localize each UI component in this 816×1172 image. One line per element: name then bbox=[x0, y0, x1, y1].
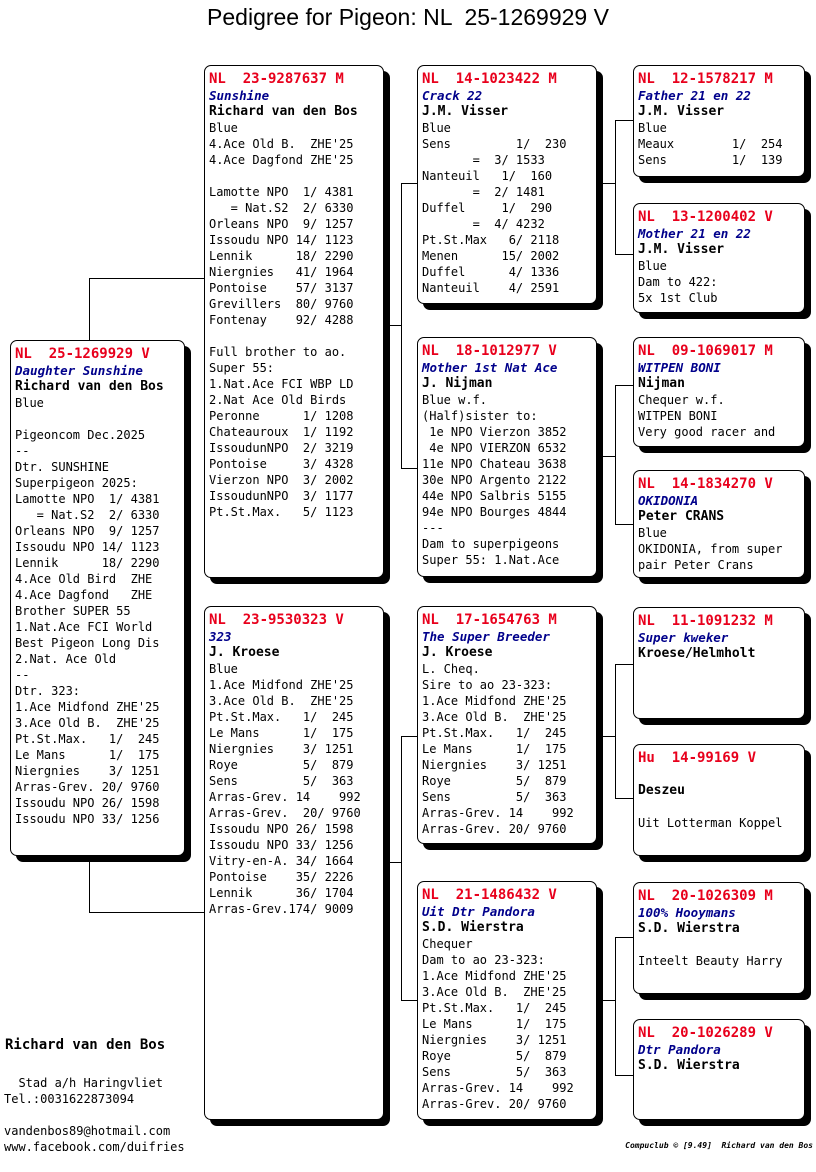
connector-line bbox=[401, 183, 402, 468]
ring-number: NL 23-9287637 M bbox=[209, 71, 344, 87]
detail-line: Pt.St.Max. 1/ 245 bbox=[422, 726, 567, 740]
detail-line: Dtr. SUNSHINE bbox=[15, 460, 109, 474]
ring-number: NL 11-1091232 M bbox=[638, 613, 773, 629]
detail-line: Uit Lotterman Koppel bbox=[638, 816, 783, 830]
detail-line: 1.Ace Midfond ZHE'25 bbox=[15, 700, 160, 714]
footer-email[interactable]: vandenbos89@hotmail.com bbox=[4, 1124, 171, 1138]
pigeon-card-main[interactable] bbox=[10, 340, 185, 856]
owner-name: S.D. Wierstra bbox=[422, 920, 524, 935]
pigeon-name: Crack 22 bbox=[422, 88, 483, 103]
detail-line: Pontoise 3/ 4328 bbox=[209, 457, 354, 471]
owner-name: J. Nijman bbox=[422, 376, 493, 391]
connector-line bbox=[89, 856, 90, 912]
owner-name: Kroese/Helmholt bbox=[638, 646, 756, 661]
connector-line bbox=[597, 183, 615, 184]
detail-line: Niergnies 3/ 1251 bbox=[422, 758, 567, 772]
detail-line: -- bbox=[15, 444, 30, 458]
detail-line: 1.Ace Midfond ZHE'25 bbox=[209, 678, 354, 692]
detail-line: Lamotte NPO 1/ 4381 bbox=[209, 185, 354, 199]
detail-line: Arras-Grev.174/ 9009 bbox=[209, 902, 354, 916]
connector-line bbox=[615, 524, 633, 525]
detail-line: Duffel 4/ 1336 bbox=[422, 265, 560, 279]
detail-line: Orleans NPO 9/ 1257 bbox=[209, 217, 354, 231]
detail-line: Blue bbox=[209, 121, 238, 135]
detail-line: 4.Ace Dagfond ZHE'25 bbox=[209, 153, 354, 167]
detail-line: Vierzon NPO 3/ 2002 bbox=[209, 473, 354, 487]
detail-line: 3.Ace Old B. ZHE'25 bbox=[15, 716, 160, 730]
detail-line: Inteelt Beauty Harry bbox=[638, 954, 783, 968]
detail-line: Le Mans 1/ 175 bbox=[15, 748, 160, 762]
detail-line: 1e NPO Vierzon 3852 bbox=[422, 425, 567, 439]
ring-number: Hu 14-99169 V bbox=[638, 750, 757, 766]
detail-line: Roye 5/ 879 bbox=[422, 774, 567, 788]
connector-line bbox=[597, 736, 615, 737]
connector-line bbox=[615, 937, 633, 938]
connector-line bbox=[615, 120, 616, 254]
owner-name: S.D. Wierstra bbox=[638, 921, 740, 936]
detail-line: Full brother to ao. bbox=[209, 345, 347, 359]
spacer bbox=[209, 168, 379, 184]
detail-line: 4e NPO VIERZON 6532 bbox=[422, 441, 567, 455]
detail-line: Duffel 1/ 290 bbox=[422, 201, 553, 215]
footer-phone: Tel.:0031622873094 bbox=[4, 1092, 135, 1106]
detail-line: Sens 5/ 363 bbox=[209, 774, 354, 788]
detail-line: Dam to ao 23-323: bbox=[422, 953, 545, 967]
detail-line: Pt.St.Max. 1/ 245 bbox=[15, 732, 160, 746]
detail-line: IssoudunNPO 2/ 3219 bbox=[209, 441, 354, 455]
spacer bbox=[15, 411, 180, 427]
detail-line: Blue bbox=[638, 259, 667, 273]
ring-number: NL 23-9530323 V bbox=[209, 612, 344, 628]
footer-owner: Richard van den Bos bbox=[5, 1037, 166, 1053]
detail-line: Chequer bbox=[422, 937, 473, 951]
detail-line: Blue bbox=[638, 121, 667, 135]
pigeon-name: Super kweker bbox=[638, 630, 729, 645]
detail-line: WITPEN BONI bbox=[638, 409, 718, 423]
connector-line bbox=[615, 120, 633, 121]
detail-line: Sire to ao 23-323: bbox=[422, 678, 553, 692]
detail-line: Nanteuil 4/ 2591 bbox=[422, 281, 560, 295]
detail-line: Sens 1/ 230 bbox=[422, 137, 567, 151]
detail-line: = Nat.S2 2/ 6330 bbox=[15, 508, 160, 522]
owner-name: Richard van den Bos bbox=[15, 379, 164, 394]
ring-number: NL 21-1486432 V bbox=[422, 887, 557, 903]
connector-line bbox=[597, 1000, 615, 1001]
pigeon-name: 100% Hooymans bbox=[638, 905, 736, 920]
detail-line: Arras-Grev. 14 992 bbox=[209, 790, 361, 804]
detail-line: Blue bbox=[638, 526, 667, 540]
detail-line: Blue bbox=[209, 662, 238, 676]
pigeon-name: Dtr Pandora bbox=[638, 1042, 721, 1057]
connector-line bbox=[89, 278, 204, 279]
detail-line: Fontenay 92/ 4288 bbox=[209, 313, 354, 327]
detail-line: -- bbox=[15, 668, 30, 682]
pigeon-card-sire-dam[interactable] bbox=[417, 337, 597, 577]
detail-line: Blue bbox=[15, 396, 44, 410]
page-title: Pedigree for Pigeon: NL 25-1269929 V bbox=[207, 4, 609, 30]
detail-line: (Half)sister to: bbox=[422, 409, 538, 423]
pigeon-card-sire-sire[interactable] bbox=[417, 65, 597, 304]
detail-line: Super 55: 1.Nat.Ace bbox=[422, 553, 560, 567]
detail-line: Best Pigeon Long Dis bbox=[15, 636, 160, 650]
detail-line: Arras-Grev. 20/ 9760 bbox=[422, 1097, 567, 1111]
detail-line: Arras-Grev. 20/ 9760 bbox=[422, 822, 567, 836]
detail-line: Lamotte NPO 1/ 4381 bbox=[15, 492, 160, 506]
pigeon-name: Father 21 en 22 bbox=[638, 88, 751, 103]
detail-line: Issoudu NPO 33/ 1256 bbox=[209, 838, 354, 852]
owner-name: Peter CRANS bbox=[638, 509, 725, 524]
detail-line: = 2/ 1481 bbox=[422, 185, 545, 199]
detail-line: Niergnies 3/ 1251 bbox=[422, 1033, 567, 1047]
connector-line bbox=[615, 254, 633, 255]
detail-line: Niergnies 3/ 1251 bbox=[15, 764, 160, 778]
detail-line: Grevillers 80/ 9760 bbox=[209, 297, 354, 311]
owner-name: S.D. Wierstra bbox=[638, 1058, 740, 1073]
connector-line bbox=[401, 468, 417, 469]
copyright: Compuclub © [9.49] Richard van den Bos bbox=[625, 1141, 813, 1150]
detail-line: Niergnies 3/ 1251 bbox=[209, 742, 354, 756]
detail-line: Meaux 1/ 254 bbox=[638, 137, 783, 151]
detail-line: 11e NPO Chateau 3638 bbox=[422, 457, 567, 471]
detail-line: Menen 15/ 2002 bbox=[422, 249, 560, 263]
detail-line: Pigeoncom Dec.2025 bbox=[15, 428, 146, 442]
footer-facebook[interactable]: www.facebook.com/duifries bbox=[4, 1140, 185, 1154]
detail-line: Sens 1/ 139 bbox=[638, 153, 783, 167]
detail-line: Pontoise 35/ 2226 bbox=[209, 870, 354, 884]
ring-number: NL 17-1654763 M bbox=[422, 612, 557, 628]
pigeon-card-sss[interactable] bbox=[633, 65, 805, 177]
ring-number: NL 14-1023422 M bbox=[422, 71, 557, 87]
pigeon-card-dam[interactable] bbox=[204, 606, 384, 1120]
detail-line: Le Mans 1/ 175 bbox=[422, 742, 567, 756]
detail-line: Issoudu NPO 26/ 1598 bbox=[209, 822, 354, 836]
detail-line: 5x 1st Club bbox=[638, 291, 718, 305]
ring-number: NL 20-1026289 V bbox=[638, 1025, 773, 1041]
detail-line: 3.Ace Old B. ZHE'25 bbox=[422, 985, 567, 999]
owner-name: J.M. Visser bbox=[422, 104, 509, 119]
owner-name: Richard van den Bos bbox=[209, 104, 358, 119]
detail-line: Roye 5/ 879 bbox=[422, 1049, 567, 1063]
owner-name: Deszeu bbox=[638, 783, 685, 798]
detail-line: 4.Ace Dagfond ZHE bbox=[15, 588, 153, 602]
connector-line bbox=[89, 278, 90, 340]
connector-line bbox=[384, 325, 401, 326]
pigeon-card-sds[interactable] bbox=[633, 337, 805, 447]
owner-name: J. Kroese bbox=[422, 645, 493, 660]
pigeon-card-dds[interactable] bbox=[633, 882, 805, 994]
detail-line: Arras-Grev. 20/ 9760 bbox=[15, 780, 160, 794]
detail-line: Pt.St.Max. 5/ 1123 bbox=[209, 505, 354, 519]
connector-line bbox=[89, 912, 204, 913]
detail-line: Dtr. 323: bbox=[15, 684, 81, 698]
connector-line bbox=[401, 736, 417, 737]
pigeon-card-dsd[interactable] bbox=[633, 744, 805, 856]
connector-line bbox=[615, 937, 616, 1075]
detail-line: Peronne 1/ 1208 bbox=[209, 409, 354, 423]
owner-name: J. Kroese bbox=[209, 645, 280, 660]
detail-line: Very good racer and bbox=[638, 425, 776, 439]
detail-line: IssoudunNPO 3/ 1177 bbox=[209, 489, 354, 503]
detail-line: 1.Nat.Ace FCI World bbox=[15, 620, 153, 634]
pigeon-name: Uit Dtr Pandora bbox=[422, 904, 535, 919]
detail-line: 94e NPO Bourges 4844 bbox=[422, 505, 567, 519]
detail-line: Nanteuil 1/ 160 bbox=[422, 169, 553, 183]
detail-line: Issoudu NPO 14/ 1123 bbox=[209, 233, 354, 247]
detail-line: Sens 5/ 363 bbox=[422, 790, 567, 804]
detail-line: L. Cheq. bbox=[422, 662, 480, 676]
detail-line: = 3/ 1533 bbox=[422, 153, 545, 167]
spacer bbox=[638, 937, 800, 953]
connector-line bbox=[615, 1075, 633, 1076]
detail-line: Blue bbox=[422, 121, 451, 135]
detail-line: Le Mans 1/ 175 bbox=[422, 1017, 567, 1031]
detail-line: Super 55: bbox=[209, 361, 275, 375]
detail-line: Vitry-en-A. 34/ 1664 bbox=[209, 854, 354, 868]
ring-number: NL 25-1269929 V bbox=[15, 346, 150, 362]
detail-line: = 4/ 4232 bbox=[422, 217, 545, 231]
ring-number: NL 13-1200402 V bbox=[638, 209, 773, 225]
connector-line bbox=[615, 664, 616, 798]
owner-name: J.M. Visser bbox=[638, 242, 725, 257]
connector-line bbox=[615, 798, 633, 799]
pigeon-name: OKIDONIA bbox=[638, 493, 699, 508]
detail-line: Pt.St.Max. 1/ 245 bbox=[209, 710, 354, 724]
pigeon-name: Daughter Sunshine bbox=[15, 363, 143, 378]
owner-name: Nijman bbox=[638, 376, 685, 391]
pigeon-card-sdd[interactable] bbox=[633, 470, 805, 578]
detail-line: Pt.St.Max. 1/ 245 bbox=[422, 1001, 567, 1015]
detail-line: Pontoise 57/ 3137 bbox=[209, 281, 354, 295]
connector-line bbox=[401, 736, 402, 1000]
detail-line: Dam to 422: bbox=[638, 275, 718, 289]
detail-line: Lennik 36/ 1704 bbox=[209, 886, 354, 900]
connector-line bbox=[401, 183, 417, 184]
detail-line: 4.Ace Old Bird ZHE bbox=[15, 572, 153, 586]
pigeon-name: Sunshine bbox=[209, 88, 270, 103]
detail-line: Superpigeon 2025: bbox=[15, 476, 138, 490]
pigeon-name: Mother 21 en 22 bbox=[638, 226, 751, 241]
detail-line: Arras-Grev. 20/ 9760 bbox=[209, 806, 361, 820]
detail-line: 3.Ace Old B. ZHE'25 bbox=[422, 710, 567, 724]
detail-line: 2.Nat Ace Old Birds bbox=[209, 393, 347, 407]
detail-line: Lennik 18/ 2290 bbox=[15, 556, 160, 570]
detail-line: Chateauroux 1/ 1192 bbox=[209, 425, 354, 439]
detail-line: Dam to superpigeons bbox=[422, 537, 560, 551]
detail-line: Pt.St.Max 6/ 2118 bbox=[422, 233, 560, 247]
connector-line bbox=[597, 456, 615, 457]
detail-line: Sens 5/ 363 bbox=[422, 1065, 567, 1079]
detail-line: --- bbox=[422, 521, 444, 535]
detail-line: Issoudu NPO 14/ 1123 bbox=[15, 540, 160, 554]
detail-line: Lennik 18/ 2290 bbox=[209, 249, 354, 263]
detail-line: 1.Ace Midfond ZHE'25 bbox=[422, 694, 567, 708]
detail-line: 44e NPO Salbris 5155 bbox=[422, 489, 567, 503]
connector-line bbox=[384, 862, 401, 863]
detail-line: 4.Ace Old B. ZHE'25 bbox=[209, 137, 354, 151]
spacer bbox=[638, 767, 800, 782]
pigeon-card-dam-sire[interactable] bbox=[417, 606, 597, 844]
detail-line: OKIDONIA, from super bbox=[638, 542, 783, 556]
detail-line: 2.Nat. Ace Old bbox=[15, 652, 117, 666]
ring-number: NL 18-1012977 V bbox=[422, 343, 557, 359]
detail-line: Orleans NPO 9/ 1257 bbox=[15, 524, 160, 538]
spacer bbox=[638, 799, 800, 815]
pigeon-card-dam-dam[interactable] bbox=[417, 881, 597, 1120]
detail-line: Niergnies 41/ 1964 bbox=[209, 265, 354, 279]
ring-number: NL 14-1834270 V bbox=[638, 476, 773, 492]
detail-line: Roye 5/ 879 bbox=[209, 758, 354, 772]
pigeon-name: WITPEN BONI bbox=[638, 360, 721, 375]
detail-line: Arras-Grev. 14 992 bbox=[422, 1081, 574, 1095]
detail-line: Arras-Grev. 14 992 bbox=[422, 806, 574, 820]
spacer bbox=[209, 328, 379, 344]
connector-line bbox=[615, 664, 633, 665]
ring-number: NL 09-1069017 M bbox=[638, 343, 773, 359]
pigeon-card-ddd[interactable] bbox=[633, 1019, 805, 1120]
connector-line bbox=[401, 1000, 417, 1001]
detail-line: Issoudu NPO 33/ 1256 bbox=[15, 812, 160, 826]
pigeon-name: 323 bbox=[209, 629, 232, 644]
connector-line bbox=[615, 385, 616, 524]
detail-line: 3.Ace Old B. ZHE'25 bbox=[209, 694, 354, 708]
detail-line: Blue w.f. bbox=[422, 393, 488, 407]
pigeon-card-ssd[interactable] bbox=[633, 203, 805, 313]
detail-line: Brother SUPER 55 bbox=[15, 604, 131, 618]
ring-number: NL 20-1026309 M bbox=[638, 888, 773, 904]
detail-line: 30e NPO Argento 2122 bbox=[422, 473, 567, 487]
pigeon-name: The Super Breeder bbox=[422, 629, 550, 644]
footer-address: Stad a/h Haringvliet bbox=[4, 1076, 163, 1090]
pigeon-card-dss[interactable] bbox=[633, 607, 805, 719]
connector-line bbox=[615, 385, 633, 386]
pigeon-card-sire[interactable] bbox=[204, 65, 384, 578]
detail-line: Chequer w.f. bbox=[638, 393, 725, 407]
detail-line: = Nat.S2 2/ 6330 bbox=[209, 201, 354, 215]
detail-line: Issoudu NPO 26/ 1598 bbox=[15, 796, 160, 810]
detail-line: Le Mans 1/ 175 bbox=[209, 726, 354, 740]
pigeon-name: Mother 1st Nat Ace bbox=[422, 360, 558, 375]
detail-line: 1.Nat.Ace FCI WBP LD bbox=[209, 377, 354, 391]
detail-line: pair Peter Crans bbox=[638, 558, 754, 572]
detail-line: 1.Ace Midfond ZHE'25 bbox=[422, 969, 567, 983]
owner-name: J.M. Visser bbox=[638, 104, 725, 119]
ring-number: NL 12-1578217 M bbox=[638, 71, 773, 87]
